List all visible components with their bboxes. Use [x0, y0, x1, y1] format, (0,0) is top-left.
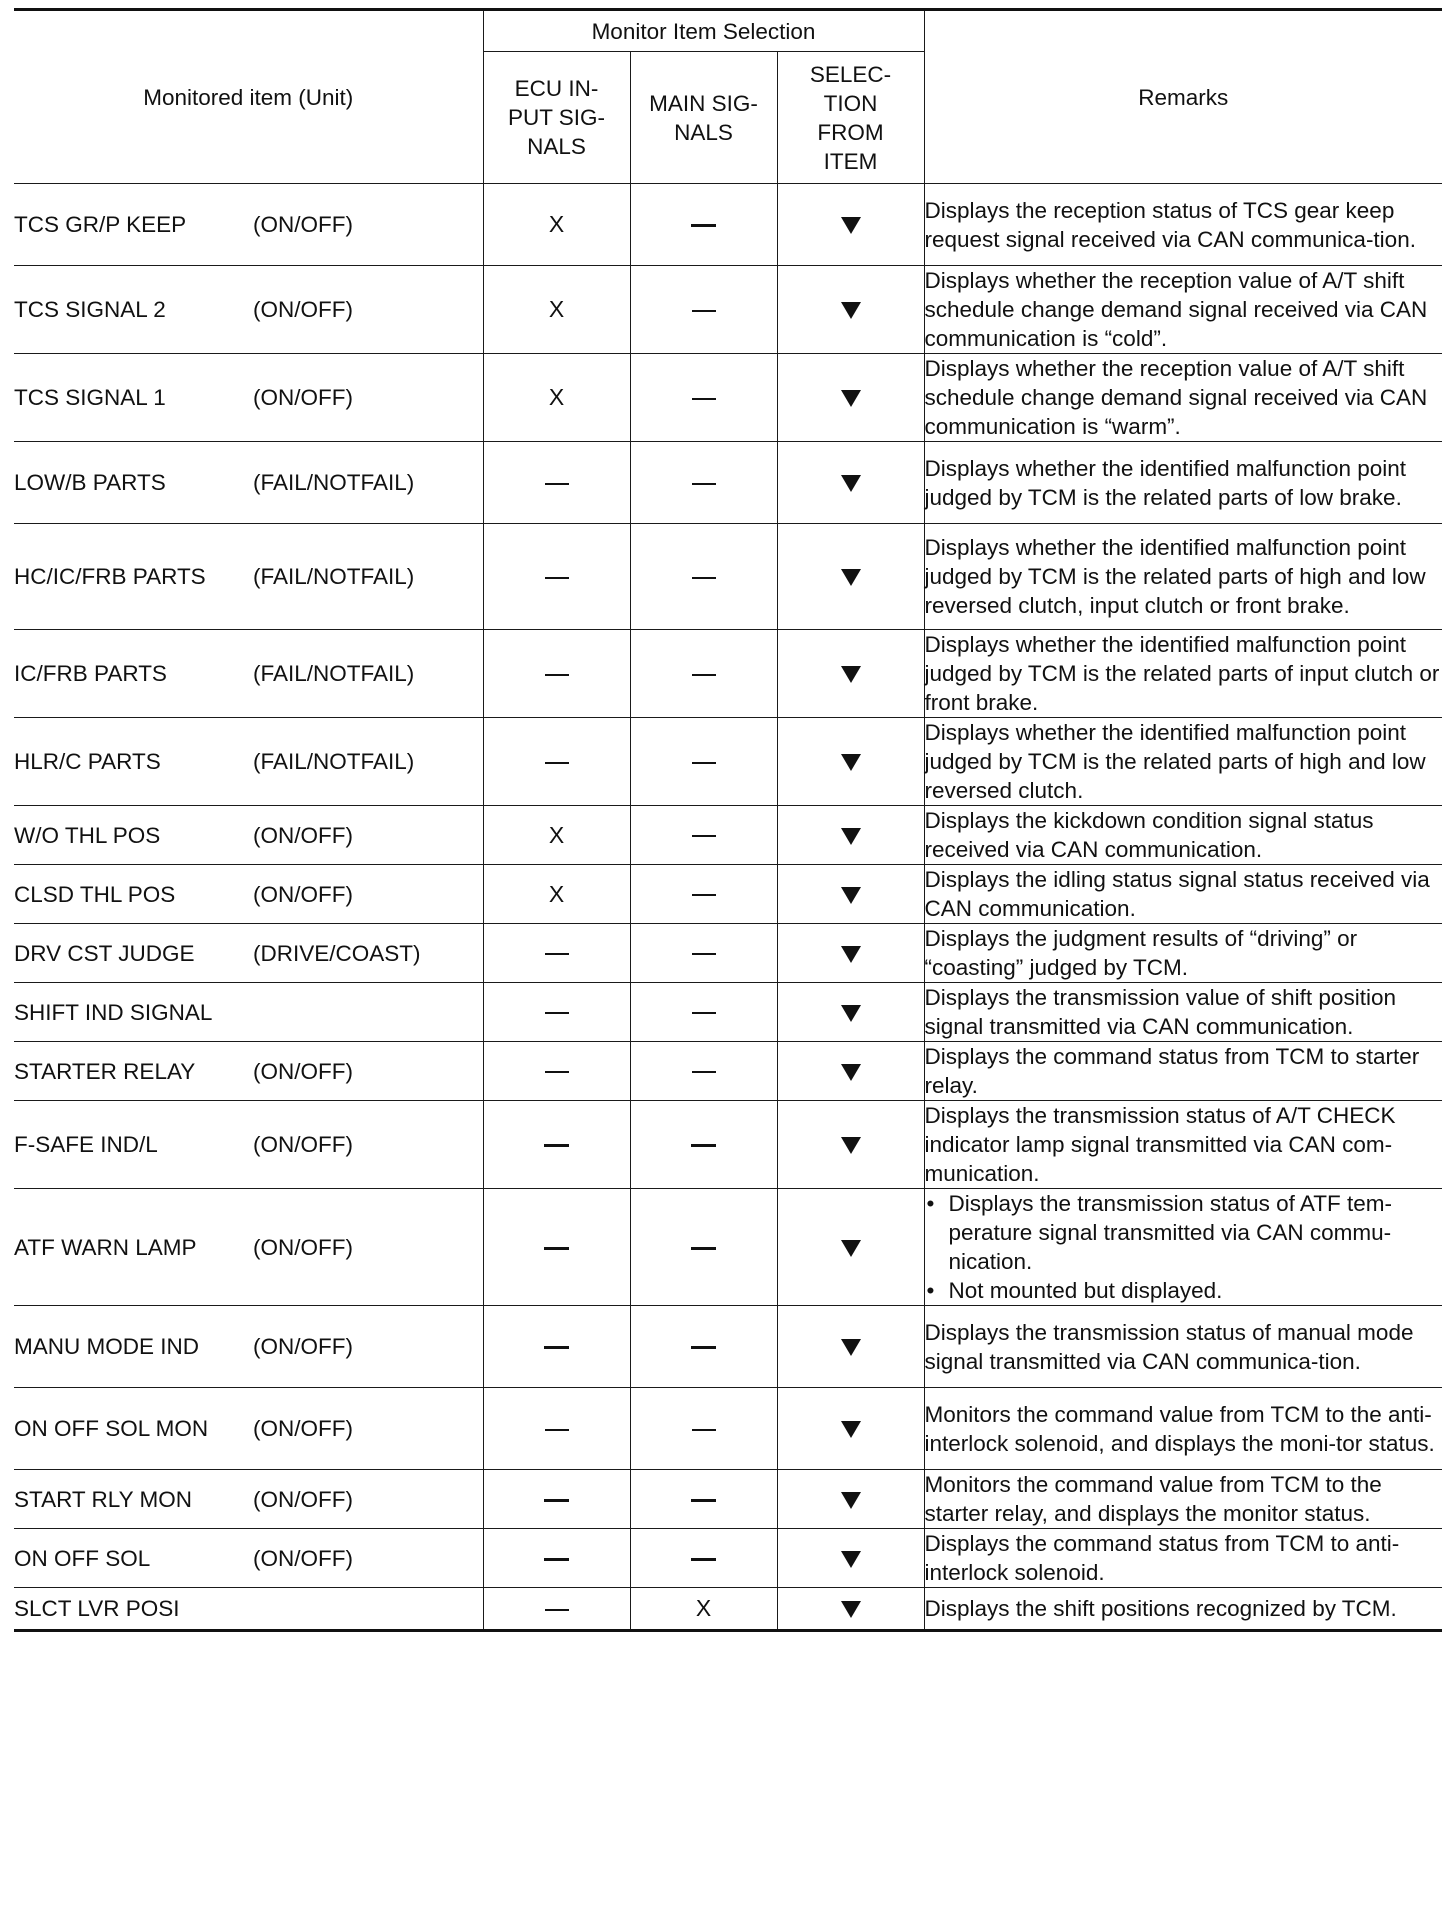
- triangle-down-icon: [841, 828, 861, 845]
- cell-remarks: [924, 1588, 1442, 1631]
- item-unit: (ON/OFF): [253, 1058, 353, 1084]
- dash-icon: [544, 1247, 569, 1250]
- dash-icon: [691, 1247, 716, 1250]
- cell-remarks: [924, 442, 1442, 524]
- dash-icon: [544, 1346, 569, 1349]
- x-mark: X: [548, 296, 565, 322]
- cell-sel: [777, 442, 924, 524]
- cell-remarks: [924, 266, 1442, 354]
- remarks-text: Displays whether the identified malfunction point judged by TCM is the related parts of high and low reversed clutch, input clutch or front brake.: [924, 535, 1426, 618]
- item-name: SHIFT IND SIGNAL: [14, 999, 213, 1025]
- table-row: [14, 1470, 1442, 1529]
- cell-main: [630, 1529, 777, 1588]
- cell-sel: [777, 354, 924, 442]
- cell-ecu: [483, 1470, 630, 1529]
- item-unit: (FAIL/NOTFAIL): [253, 661, 415, 686]
- cell-main: [630, 1042, 777, 1101]
- triangle-down-icon: [841, 1339, 861, 1356]
- remarks-text: Displays whether the identified malfunction point judged by TCM is the related parts of low brake.: [924, 455, 1407, 510]
- cell-main: [630, 524, 777, 630]
- x-mark: X: [548, 880, 565, 907]
- cell-ecu: [483, 630, 630, 718]
- dash-icon: [691, 224, 716, 227]
- table-row: [14, 718, 1442, 806]
- item-unit: (ON/OFF): [253, 297, 353, 322]
- cell-monitored-item: [14, 266, 483, 354]
- table-row: [14, 354, 1442, 442]
- cell-sel: [777, 718, 924, 806]
- triangle-down-icon: [841, 1551, 861, 1568]
- cell-main: [630, 983, 777, 1042]
- x-mark: X: [548, 211, 565, 237]
- table-row: [14, 865, 1442, 924]
- item-name: LOW/B PARTS: [14, 470, 166, 495]
- cell-ecu: [483, 983, 630, 1042]
- cell-monitored-item: [14, 1388, 483, 1470]
- cell-remarks: [924, 1101, 1442, 1189]
- table-row: [14, 806, 1442, 865]
- remarks-text: Displays the reception status of TCS gear keep request signal received via CAN communica-tion.: [924, 197, 1416, 252]
- remarks-text: Displays the transmission status of A/T CHECK indicator lamp signal transmitted via CAN com-munication.: [924, 1103, 1396, 1186]
- item-unit: (DRIVE/COAST): [253, 940, 421, 966]
- dash-icon: [545, 953, 569, 955]
- triangle-down-icon: [841, 569, 861, 586]
- remarks-text: Displays whether the reception value of A/T shift schedule change demand signal received via CAN communication is “warm”.: [924, 356, 1428, 439]
- table-row: [14, 184, 1442, 266]
- item-name: ATF WARN LAMP: [14, 1234, 197, 1260]
- triangle-down-icon: [841, 946, 861, 963]
- cell-monitored-item: [14, 1588, 483, 1631]
- remarks-text: Displays the transmission value of shift position signal transmitted via CAN communication.: [924, 985, 1396, 1039]
- cell-main: [630, 442, 777, 524]
- cell-sel: [777, 1189, 924, 1306]
- cell-monitored-item: [14, 983, 483, 1042]
- cell-sel: [777, 1101, 924, 1189]
- cell-main: [630, 266, 777, 354]
- cell-monitored-item: [14, 442, 483, 524]
- cell-ecu: [483, 354, 630, 442]
- cell-remarks: [924, 354, 1442, 442]
- item-name: START RLY MON: [14, 1486, 192, 1512]
- dash-icon: [692, 762, 716, 764]
- cell-monitored-item: [14, 1042, 483, 1101]
- table-row: [14, 1529, 1442, 1588]
- triangle-down-icon: [841, 1005, 861, 1022]
- remarks-text: Displays whether the identified malfunction point judged by TCM is the related parts of high and low reversed clutch.: [924, 720, 1426, 803]
- header-selection-from-item: SELEC- TION FROM ITEM: [777, 52, 924, 184]
- table-row: [14, 1588, 1442, 1631]
- cell-sel: [777, 266, 924, 354]
- item-unit: (FAIL/NOTFAIL): [253, 749, 415, 774]
- cell-remarks: [924, 983, 1442, 1042]
- dash-icon: [691, 1144, 716, 1147]
- cell-monitored-item: [14, 1529, 483, 1588]
- cell-monitored-item: [14, 524, 483, 630]
- table-row: [14, 924, 1442, 983]
- cell-ecu: [483, 806, 630, 865]
- dash-icon: [544, 1558, 569, 1561]
- cell-main: [630, 1189, 777, 1306]
- item-name: CLSD THL POS: [14, 881, 176, 907]
- remarks-list: [925, 1189, 1443, 1305]
- dash-icon: [545, 674, 569, 676]
- cell-remarks: [924, 1042, 1442, 1101]
- dash-icon: [545, 577, 569, 579]
- dash-icon: [545, 1429, 569, 1431]
- cell-sel: [777, 983, 924, 1042]
- triangle-down-icon: [841, 887, 861, 904]
- triangle-down-icon: [841, 1421, 861, 1438]
- x-mark: X: [695, 1595, 712, 1621]
- cell-monitored-item: [14, 1101, 483, 1189]
- triangle-down-icon: [841, 754, 861, 771]
- cell-sel: [777, 1042, 924, 1101]
- item-unit: (ON/OFF): [253, 1545, 353, 1571]
- table-row: [14, 1101, 1442, 1189]
- remarks-text: Displays whether the identified malfunction point judged by TCM is the related parts of input clutch or front brake.: [924, 632, 1440, 715]
- cell-ecu: [483, 1388, 630, 1470]
- triangle-down-icon: [841, 1492, 861, 1509]
- item-unit: (ON/OFF): [253, 881, 353, 907]
- item-name: HLR/C PARTS: [14, 749, 161, 774]
- remarks-text: Displays the transmission status of manual mode signal transmitted via CAN communica-tion.: [924, 1319, 1414, 1374]
- dash-icon: [692, 398, 716, 400]
- x-mark: X: [548, 821, 565, 848]
- dash-icon: [692, 674, 716, 676]
- item-name: W/O THL POS: [14, 822, 161, 848]
- item-unit: (ON/OFF): [253, 385, 353, 410]
- cell-main: [630, 1588, 777, 1631]
- monitor-item-table: [14, 8, 1442, 1632]
- table-row: [14, 1388, 1442, 1470]
- triangle-down-icon: [841, 302, 861, 319]
- cell-ecu: [483, 865, 630, 924]
- dash-icon: [544, 1499, 569, 1502]
- dash-icon: [692, 894, 716, 896]
- cell-monitored-item: [14, 630, 483, 718]
- cell-ecu: [483, 184, 630, 266]
- cell-main: [630, 1470, 777, 1529]
- item-unit: (FAIL/NOTFAIL): [253, 470, 415, 495]
- cell-sel: [777, 924, 924, 983]
- table-row: [14, 442, 1442, 524]
- cell-main: [630, 806, 777, 865]
- item-name: SLCT LVR POSI: [14, 1596, 180, 1621]
- cell-ecu: [483, 1189, 630, 1306]
- dash-icon: [545, 1071, 569, 1073]
- item-name: IC/FRB PARTS: [14, 661, 167, 686]
- item-name: STARTER RELAY: [14, 1058, 196, 1084]
- cell-remarks: [924, 1470, 1442, 1529]
- item-unit: (ON/OFF): [253, 1416, 353, 1441]
- header-ecu-input-signals: ECU IN- PUT SIG- NALS: [483, 52, 630, 184]
- cell-monitored-item: [14, 1470, 483, 1529]
- cell-main: [630, 1306, 777, 1388]
- remarks-text: Displays the judgment results of “driving” or “coasting” judged by TCM.: [924, 926, 1358, 980]
- dash-icon: [692, 1012, 716, 1014]
- table-header: [14, 10, 1442, 184]
- cell-remarks: [924, 524, 1442, 630]
- item-name: DRV CST JUDGE: [14, 940, 195, 966]
- header-monitor-item-selection: Monitor Item Selection: [483, 10, 924, 52]
- cell-main: [630, 1101, 777, 1189]
- item-name: HC/IC/FRB PARTS: [14, 564, 206, 589]
- cell-sel: [777, 806, 924, 865]
- cell-remarks: [924, 1189, 1442, 1306]
- cell-ecu: [483, 1529, 630, 1588]
- remarks-text: Displays the command status from TCM to anti-interlock solenoid.: [924, 1531, 1400, 1585]
- cell-sel: [777, 184, 924, 266]
- dash-icon: [691, 1346, 716, 1349]
- cell-main: [630, 865, 777, 924]
- header-monitored-item: Monitored item (Unit): [14, 10, 483, 184]
- cell-sel: [777, 1529, 924, 1588]
- dash-icon: [545, 483, 569, 485]
- item-name: TCS SIGNAL 2: [14, 297, 166, 322]
- table-row: [14, 524, 1442, 630]
- triangle-down-icon: [841, 1601, 861, 1618]
- item-unit: (ON/OFF): [253, 212, 353, 237]
- item-unit: (ON/OFF): [253, 1132, 353, 1157]
- cell-ecu: [483, 1042, 630, 1101]
- dash-icon: [692, 1429, 716, 1431]
- dash-icon: [692, 1071, 716, 1073]
- cell-sel: [777, 1588, 924, 1631]
- triangle-down-icon: [841, 1064, 861, 1081]
- table-row: [14, 983, 1442, 1042]
- cell-sel: [777, 630, 924, 718]
- cell-main: [630, 718, 777, 806]
- remarks-bullet: • Displays the transmission status of ATF tem-perature signal transmitted via CAN commu-nication.: [925, 1189, 1443, 1276]
- item-unit: (ON/OFF): [253, 1334, 353, 1359]
- dash-icon: [544, 1144, 569, 1147]
- dash-icon: [545, 1012, 569, 1014]
- cell-monitored-item: [14, 1306, 483, 1388]
- remarks-text: Monitors the command value from TCM to the anti-interlock solenoid, and displays the moni-tor status.: [924, 1401, 1435, 1456]
- dash-icon: [545, 762, 569, 764]
- item-unit: (ON/OFF): [253, 1234, 353, 1260]
- cell-remarks: [924, 924, 1442, 983]
- x-mark: X: [548, 384, 565, 410]
- item-name: F-SAFE IND/L: [14, 1132, 158, 1157]
- dash-icon: [692, 577, 716, 579]
- dash-icon: [692, 310, 716, 312]
- cell-ecu: [483, 1306, 630, 1388]
- cell-remarks: [924, 1388, 1442, 1470]
- remarks-text: Displays the shift positions recognized by TCM.: [924, 1596, 1397, 1621]
- cell-ecu: [483, 442, 630, 524]
- remarks-text: Monitors the command value from TCM to the starter relay, and displays the monitor status.: [924, 1472, 1382, 1526]
- cell-main: [630, 184, 777, 266]
- cell-sel: [777, 865, 924, 924]
- cell-monitored-item: [14, 718, 483, 806]
- cell-monitored-item: [14, 1189, 483, 1306]
- dash-icon: [692, 835, 716, 837]
- item-name: ON OFF SOL MON: [14, 1416, 209, 1441]
- cell-main: [630, 630, 777, 718]
- triangle-down-icon: [841, 390, 861, 407]
- cell-monitored-item: [14, 924, 483, 983]
- triangle-down-icon: [841, 475, 861, 492]
- cell-main: [630, 1388, 777, 1470]
- triangle-down-icon: [841, 1137, 861, 1154]
- table-row: [14, 1189, 1442, 1306]
- dash-icon: [692, 483, 716, 485]
- item-unit: (ON/OFF): [253, 822, 353, 848]
- cell-monitored-item: [14, 184, 483, 266]
- item-name: ON OFF SOL: [14, 1545, 151, 1571]
- dash-icon: [692, 953, 716, 955]
- cell-remarks: [924, 806, 1442, 865]
- cell-monitored-item: [14, 354, 483, 442]
- cell-remarks: [924, 865, 1442, 924]
- cell-main: [630, 924, 777, 983]
- table-row: [14, 1306, 1442, 1388]
- cell-ecu: [483, 1101, 630, 1189]
- cell-sel: [777, 524, 924, 630]
- cell-ecu: [483, 718, 630, 806]
- dash-icon: [545, 1609, 569, 1611]
- triangle-down-icon: [841, 1240, 861, 1257]
- cell-ecu: [483, 266, 630, 354]
- table-row: [14, 1042, 1442, 1101]
- cell-remarks: [924, 718, 1442, 806]
- remarks-text: Displays the idling status signal status received via CAN communication.: [924, 867, 1430, 921]
- cell-monitored-item: [14, 865, 483, 924]
- cell-remarks: [924, 630, 1442, 718]
- cell-remarks: [924, 184, 1442, 266]
- dash-icon: [691, 1558, 716, 1561]
- remarks-text: Displays the command status from TCM to starter relay.: [924, 1044, 1420, 1098]
- header-remarks: Remarks: [924, 10, 1442, 184]
- cell-main: [630, 354, 777, 442]
- dash-icon: [691, 1499, 716, 1502]
- remarks-text: Displays the kickdown condition signal status received via CAN communication.: [924, 808, 1374, 862]
- table-body: [14, 184, 1442, 1631]
- header-main-signals: MAIN SIG- NALS: [630, 52, 777, 184]
- cell-ecu: [483, 924, 630, 983]
- table-row: [14, 630, 1442, 718]
- cell-remarks: [924, 1306, 1442, 1388]
- remarks-bullet: • Not mounted but displayed.: [925, 1276, 1443, 1305]
- triangle-down-icon: [841, 217, 861, 234]
- cell-ecu: [483, 524, 630, 630]
- cell-monitored-item: [14, 806, 483, 865]
- cell-sel: [777, 1388, 924, 1470]
- triangle-down-icon: [841, 666, 861, 683]
- cell-ecu: [483, 1588, 630, 1631]
- item-name: TCS SIGNAL 1: [14, 385, 166, 410]
- item-unit: (ON/OFF): [253, 1486, 353, 1512]
- cell-remarks: [924, 1529, 1442, 1588]
- item-unit: (FAIL/NOTFAIL): [253, 564, 415, 589]
- table-row: [14, 266, 1442, 354]
- cell-sel: [777, 1470, 924, 1529]
- item-name: MANU MODE IND: [14, 1334, 199, 1359]
- item-name: TCS GR/P KEEP: [14, 212, 187, 237]
- remarks-text: Displays whether the reception value of A/T shift schedule change demand signal received via CAN communication is “cold”.: [924, 268, 1428, 351]
- cell-sel: [777, 1306, 924, 1388]
